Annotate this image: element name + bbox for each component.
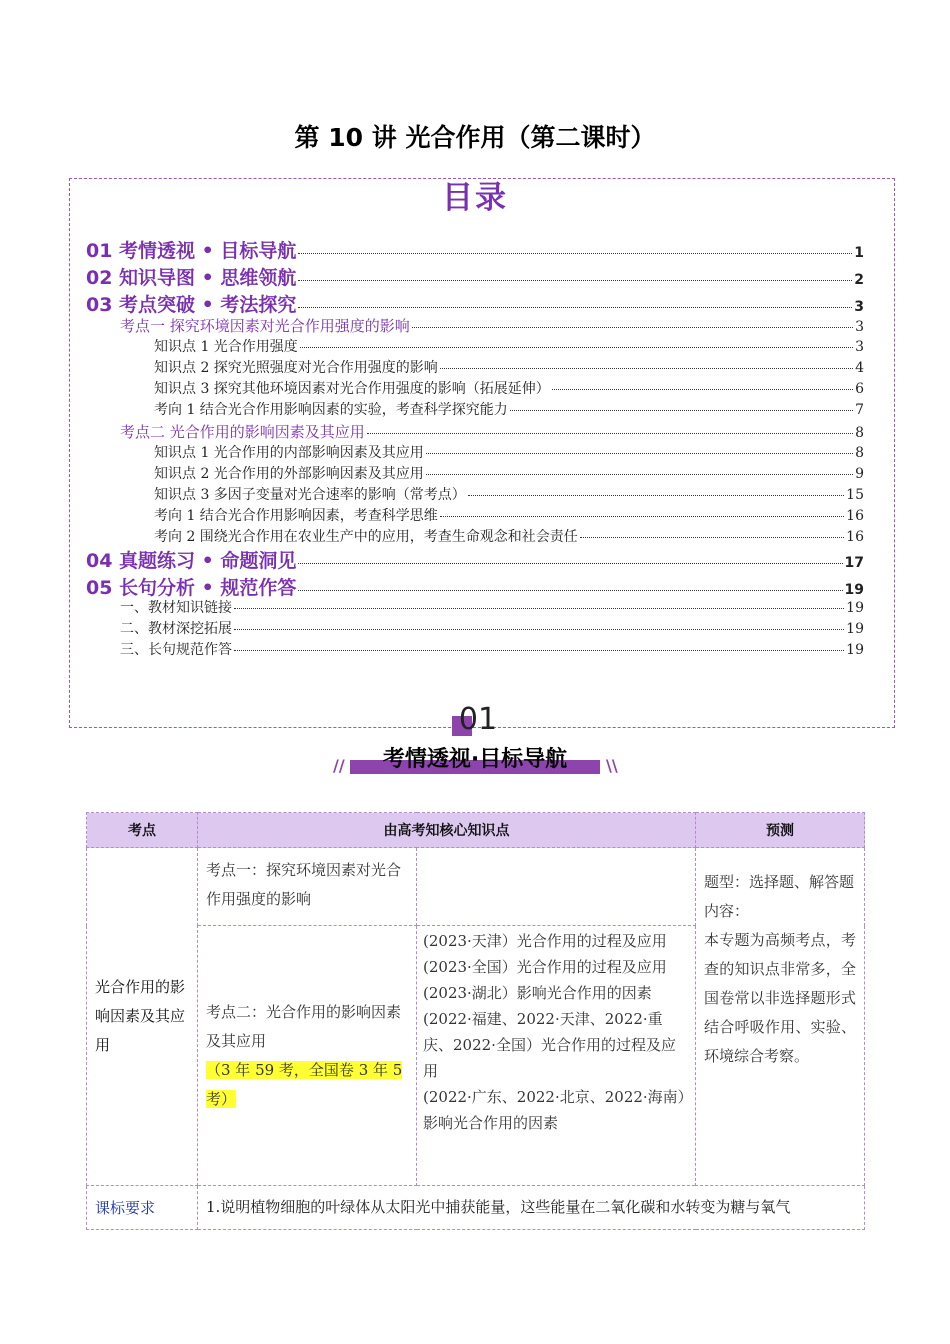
toc-item-label: 知识点 3 多因子变量对光合速率的影响（常考点） [154,487,466,503]
toc-leader-dots [412,327,853,328]
curriculum-text: 1.说明植物细胞的叶绿体从太阳光中捕获能量，这些能量在二氧化碳和水转变为糖与氧气 [198,1186,865,1230]
toc-leader-dots [426,453,853,454]
toc-item[interactable] [154,399,864,419]
toc-item[interactable] [86,263,864,289]
toc-item-label: 知识点 1 光合作用强度 [154,339,298,355]
toc-item-page: 2 [854,272,864,288]
toc-leader-dots [426,474,853,475]
knowledge-point-2 [198,926,417,1186]
toc-item[interactable] [154,505,864,525]
toc-item-label: 04 真题练习 • 命题洞见 [86,550,297,572]
toc-leader-dots [440,368,853,369]
toc-leader-dots [300,347,853,348]
curriculum-label: 课标要求 [87,1186,198,1230]
toc-leader-dots [234,650,844,651]
toc-item-page: 3 [854,299,864,315]
toc-item-label: 05 长句分析 • 规范作答 [86,577,297,599]
toc-leader-dots [440,516,844,517]
toc-item-page: 8 [855,425,864,441]
toc-leader-dots [298,563,842,564]
toc-item-label: 01 考情透视 • 目标导航 [86,240,297,262]
toc-item-page: 3 [855,339,864,355]
topic-cell: 光合作用的影响因素及其应用 [87,848,198,1186]
toc-leader-dots [298,280,852,281]
toc-item-page: 1 [854,245,864,261]
toc-item-label: 知识点 2 光合作用的外部影响因素及其应用 [154,466,424,482]
toc-item[interactable] [154,336,864,356]
knowledge-point-2-highlight: （3 年 59 考，全国卷 3 年 5 考） [206,1060,403,1108]
sources-empty-cell [417,848,696,926]
sources-text: (2023·天津）光合作用的过程及应用 (2023·全国）光合作用的过程及应用 (2023·湖北）影响光合作用的因素 (2022·福建、2022·天津、2022·重庆、2022·全国）光合作用的过程及应用 (2022·广东、2022·北京、2022·海南）影响光合作用的因素 [423,932,686,1132]
toc-item[interactable] [120,315,864,335]
toc-item[interactable] [86,290,864,316]
toc-leader-dots [552,389,853,390]
toc-item[interactable] [154,378,864,398]
exam-analysis-table [86,812,865,1230]
toc-item[interactable] [120,639,864,659]
toc-item[interactable] [86,236,864,262]
toc-item-label: 03 考点突破 • 考法探究 [86,294,297,316]
toc-item-label: 知识点 2 探究光照强度对光合作用强度的影响 [154,360,438,376]
toc-item-label: 一、教材知识链接 [120,600,232,616]
toc-item[interactable] [86,546,864,572]
header-prediction: 预测 [696,813,865,848]
page-title: 第 10 讲 光合作用（第二课时） [294,123,656,152]
toc-item-label: 二、教材深挖拓展 [120,621,232,637]
header-topic: 考点 [87,813,198,848]
toc-leader-dots [510,410,853,411]
toc-item-label: 知识点 1 光合作用的内部影响因素及其应用 [154,445,424,461]
toc-leader-dots [367,433,853,434]
toc-item-page: 15 [846,487,864,503]
toc-item-page: 19 [846,600,864,616]
toc-leader-dots [468,495,844,496]
toc-item[interactable] [86,573,864,599]
toc-leader-dots [298,590,842,591]
toc-item-label: 考点二 光合作用的影响因素及其应用 [120,423,365,441]
toc-item-label: 知识点 3 探究其他环境因素对光合作用强度的影响（拓展延伸） [154,381,550,397]
section-left-deco: // [333,756,345,775]
toc-item-page: 9 [855,466,864,482]
toc-item[interactable] [120,618,864,638]
toc-item-label: 考向 1 结合光合作用影响因素，考查科学思维 [154,508,438,524]
toc-leader-dots [234,629,844,630]
toc-item-page: 19 [846,642,864,658]
toc-item[interactable] [154,484,864,504]
toc-item-page: 6 [855,381,864,397]
sources-cell [417,926,696,1186]
prediction-cell [696,848,865,1186]
toc-leader-dots [234,608,844,609]
header-knowledge: 由高考知核心知识点 [198,813,696,848]
toc-item-label: 考向 2 围绕光合作用在农业生产中的应用，考查生命观念和社会责任 [154,529,578,545]
toc-item-page: 16 [846,529,864,545]
toc-item-page: 19 [844,582,864,598]
toc-item[interactable] [154,357,864,377]
toc-item-page: 4 [855,360,864,376]
toc-item[interactable] [154,442,864,462]
toc-leader-dots [580,537,844,538]
toc-item-page: 8 [855,445,864,461]
toc-item-label: 考点一 探究环境因素对光合作用强度的影响 [120,317,410,335]
toc-item-page: 17 [844,555,864,571]
knowledge-point-1: 考点一：探究环境因素对光合作用强度的影响 [198,848,417,926]
prediction-text: 题型：选择题、解答题 内容： 本专题为高频考点，考查的知识点非常多，全国卷常以非选择题形式结合呼吸作用、实验、环境综合考察。 [704,873,856,1065]
toc-leader-dots [298,253,852,254]
toc-item[interactable] [154,526,864,546]
toc-item-page: 16 [846,508,864,524]
toc-heading: 目录 [442,180,508,216]
toc-leader-dots [298,307,852,308]
section-right-deco: \\ [606,756,618,775]
toc-item-label: 02 知识导图 • 思维领航 [86,267,297,289]
toc-item[interactable] [154,463,864,483]
toc-item-page: 3 [855,319,864,335]
toc-item[interactable] [120,597,864,617]
toc-item-page: 7 [855,402,864,418]
knowledge-point-2-text: 考点二：光合作用的影响因素及其应用 [206,1002,402,1050]
section-number: 01 [458,702,498,737]
toc-item-label: 三、长句规范作答 [120,642,232,658]
toc-item-label: 考向 1 结合光合作用影响因素的实验，考查科学探究能力 [154,402,508,418]
toc-item[interactable] [120,421,864,441]
toc-item-page: 19 [846,621,864,637]
section-title: 考情透视·目标导航 [382,747,568,772]
